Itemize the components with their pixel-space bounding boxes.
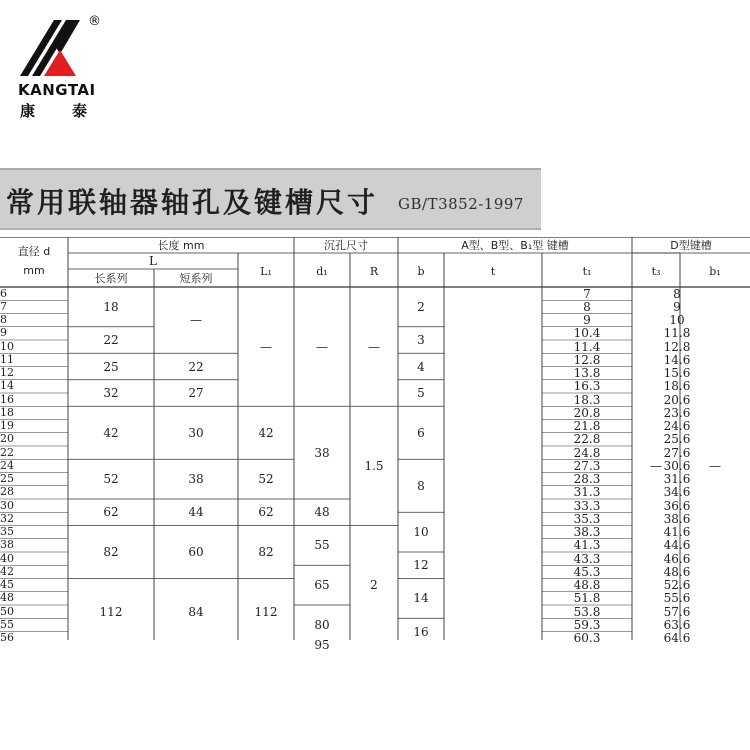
registered-mark: ® [88,14,101,29]
t-cell: 8 [583,299,591,314]
short-series-cell: 38 [188,472,204,487]
diameter-cell: 14 [0,379,14,393]
t1-cell: 34.6 [663,485,691,500]
header-b1: b₁ [709,265,721,278]
header-t1: t₁ [582,265,592,278]
t-cell: 11.4 [573,339,601,354]
t3-cell: — [650,458,662,473]
header-L1: L₁ [260,265,272,278]
d1-cell: — [316,339,328,354]
b-cell: 16 [413,624,429,639]
R-cell: 1.5 [364,458,384,473]
long-series-cell: 25 [103,359,119,374]
t1-cell: 31.6 [663,472,691,487]
t-cell: 13.8 [573,366,601,381]
long-series-cell: 82 [103,545,119,559]
d1-cell: 38 [314,445,330,460]
t1-cell: 25.6 [663,432,691,447]
diameter-cell: 28 [0,485,14,499]
diameter-cell: 40 [0,551,14,565]
t1-cell: 24.6 [663,419,691,434]
short-series-cell: 60 [188,545,204,559]
t1-cell: 10 [669,313,685,328]
t1-cell: 27.6 [663,445,691,460]
d1-cell: 48 [314,505,330,520]
L1-cell: 112 [254,604,278,619]
header-ab-keyway: A型、B型、B₁型 键槽 [461,239,569,252]
b-cell: 10 [413,525,429,540]
header-d1: d₁ [316,265,328,278]
t1-cell: 52.6 [663,578,691,593]
t-cell: 51.8 [573,591,601,606]
header-t: t [490,265,496,278]
t-cell: 60.3 [573,631,601,646]
d1-cell: 80 [314,617,330,632]
t-cell: 20.8 [573,405,601,420]
L1-cell: — [260,339,272,354]
t-cell: 31.3 [573,485,601,500]
header-short-series: 短系列 [179,272,213,285]
t-cell: 16.3 [573,379,601,394]
long-series-cell: 62 [103,505,119,520]
t1-cell: 64.6 [663,631,691,646]
long-series-cell: 18 [103,299,119,314]
header-length: 长度 mm [157,239,205,252]
diameter-cell: 8 [0,313,7,327]
diameter-cell: 25 [0,472,14,486]
short-series-cell: 84 [188,604,204,619]
kangtai-logo [18,14,108,120]
t1-cell: 15.6 [663,366,691,381]
b-cell: 12 [413,558,429,573]
t-cell: 22.8 [573,432,601,447]
header-t3: t₃ [651,265,661,278]
short-series-cell: 44 [188,505,204,520]
t1-cell: 8 [673,286,681,301]
L1-cell: 42 [258,425,274,440]
diameter-cell: 32 [0,511,14,525]
header-mm: mm [23,264,45,277]
header-R: R [369,265,379,278]
t-cell: 53.8 [573,604,601,619]
page-title: 常用联轴器轴孔及键槽尺寸 [6,186,379,219]
b-cell: 3 [417,333,425,347]
t1-cell: 55.6 [663,591,691,606]
t-cell: 28.3 [573,472,601,487]
long-series-cell: 32 [103,386,119,400]
standard-code: GB/T3852-1997 [398,195,524,213]
brand-cn-2: 泰 [72,102,88,120]
header-b: b [417,265,425,278]
long-series-cell: 52 [103,472,119,487]
t1-cell: 57.6 [663,604,691,619]
L1-cell: 52 [258,472,274,487]
t1-cell: 38.6 [663,511,691,526]
diameter-cell: 24 [0,458,14,472]
long-series-cell: 42 [103,425,119,440]
b-cell: 6 [417,425,425,440]
t-cell: 59.3 [573,617,601,632]
diameter-cell: 35 [0,525,14,539]
L1-cell: 82 [258,545,274,559]
d1-cell: 55 [314,538,330,553]
header-counterbore: 沉孔尺寸 [324,239,368,252]
t-cell: 48.8 [573,578,601,593]
L1-cell: 62 [258,505,274,520]
t-cell: 18.3 [573,392,601,407]
diameter-cell: 48 [0,591,14,605]
t1-cell: 18.6 [663,379,691,394]
b-cell: 5 [417,386,425,400]
diameter-cell: 10 [0,339,14,353]
t-cell: 7 [583,286,591,301]
diameter-cell: 56 [0,631,14,645]
t-cell: 35.3 [573,511,601,526]
short-series-cell: 22 [188,359,204,374]
logo-mark-icon [18,14,90,80]
diameter-cell: 50 [0,604,14,618]
t1-cell: 14.6 [663,352,691,367]
t-cell: 21.8 [573,419,601,434]
short-series-cell: 30 [188,425,204,440]
t-cell: 43.3 [573,551,601,566]
dimension-table [0,237,750,652]
long-series-cell: 112 [99,604,123,619]
long-series-cell: 22 [103,333,119,347]
short-series-cell: — [190,313,202,328]
t-cell: 41.3 [573,538,601,553]
R-cell: — [368,339,380,354]
title-banner [0,168,541,230]
header-long-series: 长系列 [94,272,128,285]
short-series-cell: 27 [188,386,204,400]
brand-cn-1: 康 [20,102,36,120]
t1-cell: 30.6 [663,458,691,473]
t1-cell: 11.8 [663,326,691,341]
diameter-cell: 11 [0,352,14,366]
t1-cell: 63.6 [663,617,691,632]
t1-cell: 41.6 [663,525,691,540]
diameter-cell: 22 [0,445,14,459]
t1-cell: 44.6 [663,538,691,553]
t1-cell: 36.6 [663,498,691,513]
b-cell: 14 [413,591,429,606]
t1-cell: 48.6 [663,564,691,579]
t-cell: 12.8 [573,352,601,367]
t1-cell: 46.6 [663,551,691,566]
b-cell: 4 [417,359,425,374]
b-cell: 2 [417,299,425,314]
diameter-cell: 45 [0,578,14,592]
t-cell: 27.3 [573,458,601,473]
diameter-cell: 16 [0,392,14,406]
t-cell: 24.8 [573,445,601,460]
t1-cell: 12.8 [663,339,691,354]
diameter-cell: 6 [0,286,7,300]
t-cell: 9 [583,313,591,328]
b-cell: 8 [417,478,425,493]
diameter-cell: 30 [0,498,14,512]
t-cell: 33.3 [573,498,601,513]
diameter-cell: 55 [0,617,14,631]
diameter-cell: 7 [0,299,7,313]
diameter-cell: 20 [0,432,14,446]
brand-name: KANGTAI [18,81,96,99]
d1-cell: 95 [314,637,330,652]
R-cell: 2 [370,578,378,593]
diameter-cell: 38 [0,538,14,552]
d1-cell: 65 [314,578,330,593]
diameter-cell: 18 [0,405,14,419]
b1-cell: — [709,458,721,473]
header-diameter: 直径 d [17,245,51,258]
header-d-keyway: D型键槽 [670,239,712,252]
t-cell: 45.3 [573,564,601,579]
header-L: L [149,254,157,268]
diameter-cell: 19 [0,419,14,433]
t1-cell: 23.6 [663,405,691,420]
diameter-cell: 9 [0,326,7,340]
diameter-cell: 12 [0,366,14,380]
t1-cell: 9 [673,299,681,314]
t-cell: 10.4 [573,326,601,341]
t-cell: 38.3 [573,525,601,540]
t1-cell: 20.6 [663,392,691,407]
diameter-cell: 42 [0,564,14,578]
